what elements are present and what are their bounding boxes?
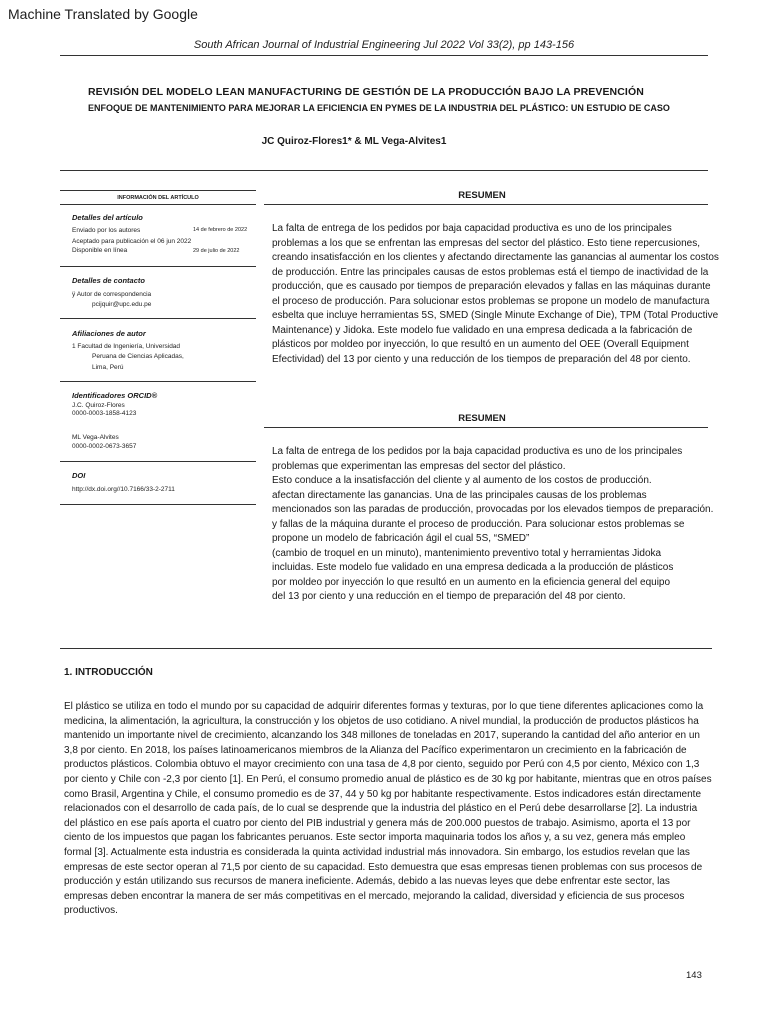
abstract-paragraph: La falta de entrega de los pedidos por baja capacidad productiva es uno de los principales problemas a los que se enfrentan las empresas del sector del plástico. Esto tiene repercusiones, creando insatisfacción en los clientes y afectando directamente las ganancias al aumentar los costos de producción. Entre las principales causas de estos problemas está el tiempo de inactividad de la producción, que es causado por tiempos de preparación elevados y fallas en las máquinas durante el proceso de producción. Para solucionar estos problemas se propone un modelo de manufactura esbelta que incluye herramientas 5S, SMED (Single Minute Exchange of Die), TPM (Total Productive Maintenance) y Jidoka. Este modelo fue validado en una empresa dedicada a la fabricación de plásticos por moldeo por inyección, lo que resultó en un aumento del OEE (Overall Equipment Efectividad) del 13 por ciento y una reducción de los tiempos de preparación del 48 por ciento.	[272, 223, 719, 365]
info-rule-1	[60, 266, 256, 267]
abstract2-line: propone un modelo de fabricación ágil el cual 5S, “SMED”	[272, 533, 530, 544]
info-rule-4	[60, 461, 256, 462]
article-authors: JC Quiroz-Flores1* & ML Vega-Alvites1	[261, 136, 447, 147]
affiliations-title: Afiliaciones de autor	[72, 329, 146, 338]
contact-email: pcijquir@upc.edu.pe	[92, 301, 152, 308]
abstract2-line: (cambio de troquel en un minuto), mantenimiento preventivo total y herramientas Jidoka	[272, 547, 662, 559]
abstract-text-2	[272, 445, 742, 605]
submitted-date: 14 de febrero de 2022	[193, 227, 248, 233]
abstract2-line: por moldeo por inyección lo que resultó en un aumento en la eficiencia general del equipo	[272, 576, 671, 588]
affiliation-line3: Lima, Perú	[92, 364, 124, 371]
orcid2-id: 0000-0002-0673-3657	[72, 443, 137, 450]
introduction-heading: 1. INTRODUCCIÓN	[64, 667, 153, 678]
doi-title: DOI	[72, 471, 86, 480]
article-info-heading: INFORMACIÓN DEL ARTÍCULO	[117, 195, 199, 201]
header-rule	[60, 55, 708, 56]
info-top-rule	[60, 190, 256, 191]
accepted-line: Aceptado para publicación el 06 jun 2022	[72, 238, 192, 245]
info-rule-2	[60, 318, 256, 319]
abstract2-heading-rule	[264, 427, 708, 428]
abstract2-line: y fallas de la máquina durante el proceso de producción. Para solucionar estos problemas se	[272, 518, 685, 530]
orcid2-name: ML Vega-Alvites	[72, 434, 119, 441]
online-date: 29 de julio de 2022	[193, 248, 240, 254]
abstract2-line: incluidas. Este modelo fue validado en una empresa dedicada a la producción de plásticos	[272, 562, 674, 573]
abstract-text	[272, 222, 720, 367]
page-number: 143	[686, 970, 702, 981]
abstract-heading-2: RESUMEN	[458, 413, 506, 424]
affiliation-line2: Peruana de Ciencias Aplicadas,	[92, 353, 184, 360]
submitted-label: Enviado por los autores	[72, 227, 141, 234]
info-heading-rule	[60, 204, 256, 205]
orcid-title: Identificadores ORCID®	[72, 391, 158, 400]
doi-link[interactable]: http://dx.doi.org//10.7166/33-2-2711	[72, 486, 175, 493]
abstract-heading-rule	[264, 204, 708, 205]
machine-translated-banner: Machine Translated by Google	[8, 6, 198, 22]
info-rule-3	[60, 381, 256, 382]
affiliation-line1: 1 Facultad de Ingeniería, Universidad	[72, 343, 181, 350]
article-title-line2: ENFOQUE DE MANTENIMIENTO PARA MEJORAR LA EFICIENCIA EN PYMES DE LA INDUSTRIA DEL PLÁSTICO: UN ESTUDIO DE CASO	[88, 103, 670, 113]
abstract2-line: del 13 por ciento y una reducción en el tiempo de preparación del 48 por ciento.	[272, 591, 626, 602]
introduction-paragraph: El plástico se utiliza en todo el mundo por su capacidad de adquirir diferentes formas y texturas, por lo que tiene diferentes aplicaciones como la medicina, la alimentación, la agricultura, la construcción y los objetos de uso cotidiano. A nivel mundial, la producción de productos plásticos ha mantenido un importante nivel de crecimiento, alcanzando los 348 millones de toneladas en 2017, superando la cantidad del año anterior en un 3,8 por ciento. En 2018, los países latinoamericanos miembros de la Alianza del Pacífico experimentaron un crecimiento en la fabricación de productos plásticos. Colombia obtuvo el mayor crecimiento con una tasa de 4,8 por ciento, seguido por Perú con 4,5 por ciento, México con 1,3 por ciento y Chile con -2,3 por ciento [1]. En Perú, el consumo promedio anual de plástico es de 30 kg por habitante, mientras que en otros países como Brasil, Argentina y Chile, el consumo promedio es de 37, 44 y 50 kg por habitante respectivamente. Estos indicadores están directamente relacionados con el desarrollo de cada país, de lo cual se desprende que la industria del plástico en el Perú debe desarrollarse [2]. La industria del plástico en ese país aporta el cuatro por ciento del PIB industrial y genera más de 200.000 puestos de trabajo. Asimismo, aporta el 13 por ciento de los impuestos que pagan los fabricantes peruanos. Este sector importa maquinaria todos los años y, a su vez, genera más empleo formal [3]. Actualmente esta industria es considerada la quinta actividad industrial más innovadora. Sin embargo, los estudios revelan que las empresas de este sector operan al 71,5 por ciento de su capacidad. Esto demuestra que esas empresas tienen problemas con sus procesos de producción y están utilizando sus recursos de manera ineficiente. Además, debido a las nuevas leyes que debe enfrentar este sector, las empresas deben encontrar la manera de ser más competitivas en el mercado, mejorando la calidad, diversidad y eficiencia de sus procesos productivos.	[64, 701, 712, 917]
section-rule	[60, 648, 712, 649]
online-label: Disponible en línea	[72, 247, 128, 254]
orcid1-name: J.C. Quiroz-Flores	[72, 402, 125, 409]
abstract-heading: RESUMEN	[458, 190, 506, 201]
abstract2-line: mencionados son las paradas de producción, provocadas por los elevados tiempos de preparación.	[272, 504, 714, 515]
corresponding-author: ÿ Autor de correspondencia	[72, 291, 152, 298]
contact-title: Detalles de contacto	[72, 276, 145, 285]
info-bottom-rule	[60, 504, 256, 505]
abstract2-line: afectan directamente las ganancias. Una de las principales causas de los problemas	[272, 489, 647, 501]
abstract2-line: La falta de entrega de los pedidos por la baja capacidad productiva es uno de los principales	[272, 446, 683, 457]
journal-citation: South African Journal of Industrial Engineering Jul 2022 Vol 33(2), pp 143-156	[193, 39, 575, 51]
orcid1-id: 0000-0003-1858-4123	[72, 410, 137, 417]
abstract2-line: problemas que experimentan las empresas del sector del plástico.	[272, 460, 566, 472]
article-title-line1: REVISIÓN DEL MODELO LEAN MANUFACTURING DE GESTIÓN DE LA PRODUCCIÓN BAJO LA PREVENCIÓN	[88, 86, 644, 98]
authors-rule	[60, 170, 708, 171]
abstract2-line: Esto conduce a la insatisfacción del cliente y al aumento de los costos de producción.	[272, 475, 652, 486]
details-title: Detalles del artículo	[72, 213, 143, 222]
